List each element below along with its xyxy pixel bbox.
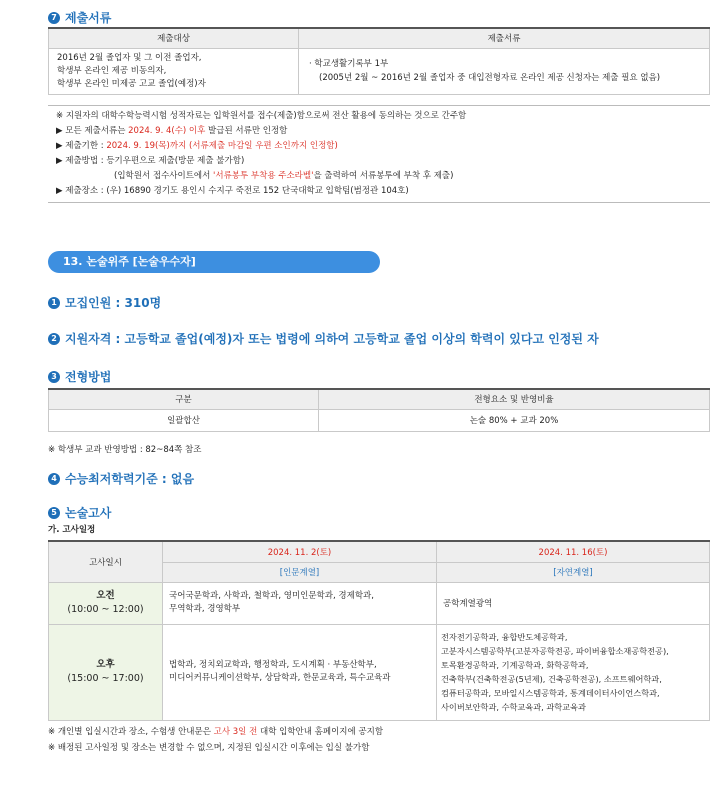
pm-humanities-cell (163, 624, 437, 720)
note-line: ▶ 모든 제출서류는 2024. 9. 4(수) 이후 발급된 서류만 인정함 (56, 126, 288, 136)
dept-line: 건축학부(건축학전공(5년제), 건축공학전공), 소프트웨어학과, (441, 674, 662, 684)
schedule-table (48, 540, 710, 721)
schedule-header-datetime: 고사일시 (49, 541, 163, 582)
target-line: 학생부 온라인 미제공 고교 졸업(예정)자 (57, 78, 206, 89)
method-header-category: 구분 (49, 389, 319, 409)
dept-line: 무역학과, 경영학부 (169, 604, 241, 614)
method-note: ※ 학생부 교과 반영방법 : 82~84쪽 참조 (48, 445, 202, 455)
number-badge: 2 (48, 333, 60, 345)
method-ratio-cell: 논술 80% + 교과 20% (319, 409, 710, 431)
dept-line: 미디어커뮤니케이션학부, 상담학과, 한문교육과, 특수교육과 (169, 673, 391, 683)
note-line: ▶ 제출장소 : (우) 16890 경기도 용인시 수지구 죽전로 152 단국대학교 입학팀(범정관 104호) (56, 186, 409, 196)
pm-label: 오후 (96, 659, 115, 670)
dept-line: 컴퓨터공학과, 모바일시스템공학과, 통계데이터사이언스학과, (441, 688, 660, 698)
note-line: ▶ 제출기한 : 2024. 9. 19(목)까지 (서류제출 마감일 우편 소인까지 인정함) (56, 141, 338, 151)
qualify-text: 지원자격 : 고등학교 졸업(예정)자 또는 법령에 의하여 고등학교 졸업 이상의 학력이 있다고 인정된 자 (65, 332, 599, 346)
method-header-ratio: 전형요소 및 반영비율 (319, 389, 710, 409)
number-badge: 3 (48, 371, 60, 383)
note-line: ※ 지원자의 대학수학능력시험 성적자료는 입학원서를 접수(제출)함으로써 전산 활용에 동의하는 것으로 간주함 (56, 111, 467, 121)
dept-line: 고분자시스템공학부(고분자공학전공, 파이버융합소재공학전공), (441, 646, 669, 656)
number-badge: 4 (48, 473, 60, 485)
number-badge: 7 (48, 12, 60, 24)
schedule-date-humanities: 2024. 11. 2(토) (163, 541, 437, 562)
schedule-pm-cell (49, 624, 163, 720)
docs-header-target: 제출대상 (49, 28, 299, 48)
recruit-heading (48, 294, 161, 311)
essay-note-1: ※ 개인별 입실시간과 장소, 수험생 안내문은 고사 3일 전 대학 입학안내 홈페이지에 공지함 (48, 727, 384, 737)
method-category-cell: 일괄합산 (49, 409, 319, 431)
method-table (48, 388, 710, 432)
dept-line: 사이버보안학과, 수학교육과, 과학교육과 (441, 702, 586, 712)
recruit-text: 모집인원 : 310명 (65, 296, 162, 310)
dept-line: 국어국문학과, 사학과, 철학과, 영미인문학과, 경제학과, (169, 591, 374, 601)
docs-heading (48, 9, 111, 26)
number-badge: 5 (48, 507, 60, 519)
docs-header-docs: 제출서류 (299, 28, 710, 48)
am-humanities-cell (163, 582, 437, 624)
doc-line: · 학교생활기록부 1부 (309, 59, 389, 69)
method-title: 전형방법 (65, 370, 112, 384)
docs-notes (48, 105, 710, 203)
schedule-date-science: 2024. 11. 16(토) (437, 541, 710, 562)
am-time: (10:00 ~ 12:00) (67, 604, 144, 615)
docs-list-cell (299, 48, 710, 94)
minimum-heading (48, 470, 194, 487)
note-line: ▶ 제출방법 : 등기우편으로 제출(방문 제출 불가함) (56, 156, 245, 166)
dept-line: 법학과, 정치외교학과, 행정학과, 도시계획 · 부동산학부, (169, 660, 377, 670)
schedule-am-cell (49, 582, 163, 624)
docs-title: 제출서류 (65, 11, 112, 25)
target-line: 2016년 2월 졸업자 및 그 이전 졸업자, (57, 52, 202, 63)
section-13-pill: 13. 논술위주 [논술우수자] (48, 251, 380, 273)
am-science-cell: 공학계열광역 (437, 582, 710, 624)
target-line: 학생부 온라인 제공 비동의자, (57, 65, 167, 76)
number-badge: 1 (48, 297, 60, 309)
qualify-heading (48, 330, 599, 347)
docs-target-cell (49, 48, 299, 94)
pm-science-cell (437, 624, 710, 720)
minimum-text: 수능최저학력기준 : 없음 (65, 472, 195, 486)
docs-table (48, 27, 710, 95)
schedule-track-science: [자연계열] (437, 562, 710, 582)
dept-line: 전자전기공학과, 융합반도체공학과, (441, 632, 568, 642)
doc-line: (2005년 2월 ~ 2016년 2월 졸업자 중 대입전형자료 온라인 제공 신청자는 제출 필요 없음) (319, 73, 661, 83)
essay-note-2: ※ 배정된 고사일정 및 장소는 변경할 수 없으며, 지정된 입실시간 이후에는 입실 불가함 (48, 743, 370, 753)
essay-subtitle: 가. 고사일정 (48, 525, 96, 535)
dept-line: 토목환경공학과, 기계공학과, 화학공학과, (441, 660, 589, 670)
schedule-track-humanities: [인문계열] (163, 562, 437, 582)
am-label: 오전 (96, 590, 115, 601)
note-line: (입학원서 접수사이트에서 '서류봉투 부착용 주소라벨'을 출력하여 서류봉투에 부착 후 제출) (114, 171, 454, 181)
method-heading (48, 368, 111, 385)
essay-title: 논술고사 (65, 506, 112, 520)
essay-heading (48, 504, 111, 521)
pm-time: (15:00 ~ 17:00) (67, 673, 144, 684)
